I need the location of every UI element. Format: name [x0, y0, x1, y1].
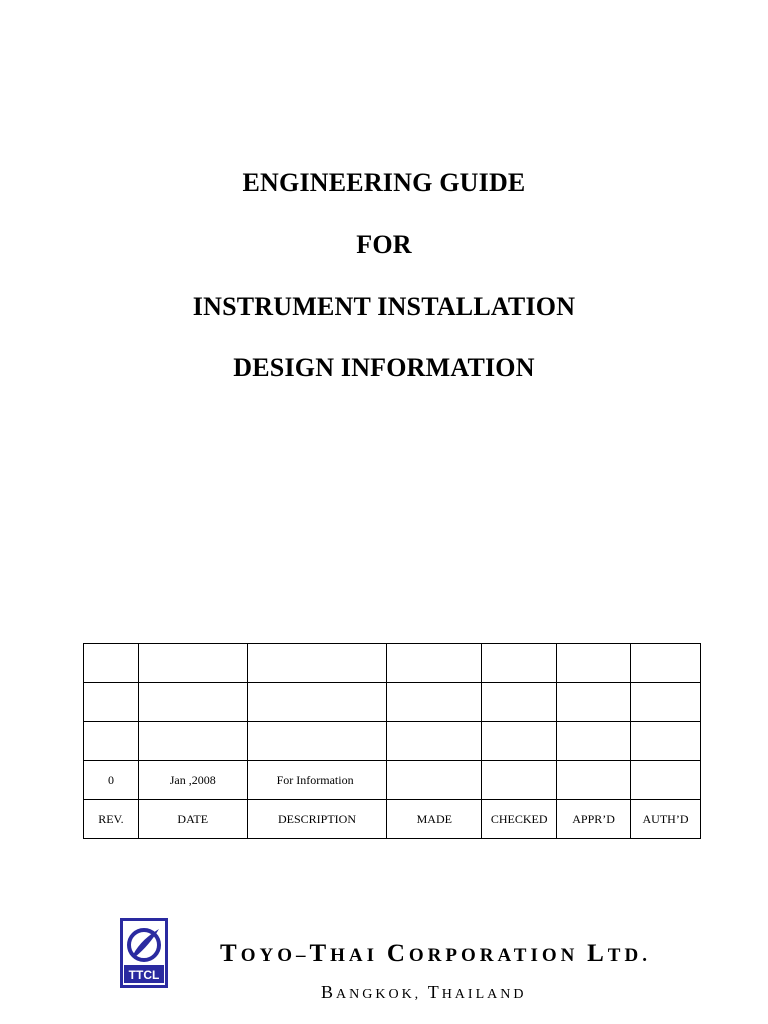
company-location: BANGKOK, THAILAND	[321, 982, 527, 1002]
revision-table	[83, 643, 701, 839]
revision-row-blank	[84, 644, 701, 683]
ttcl-logo	[120, 918, 168, 988]
table-cell	[247, 722, 387, 761]
table-cell	[557, 683, 631, 722]
header-authorized: AUTH’D	[631, 800, 701, 839]
table-cell	[557, 761, 631, 800]
revision-header-row	[84, 800, 701, 839]
table-cell	[138, 683, 247, 722]
table-cell	[482, 761, 557, 800]
table-cell	[138, 644, 247, 683]
page-title-line-4: DESIGN INFORMATION	[233, 353, 535, 382]
page-title-line-3: INSTRUMENT INSTALLATION	[192, 292, 576, 321]
header-date: DATE	[138, 800, 247, 839]
company-name: TOYO–THAI CORPORATION LTD.	[220, 940, 651, 967]
table-cell	[631, 761, 701, 800]
table-cell	[387, 644, 482, 683]
table-cell	[387, 683, 482, 722]
table-cell	[84, 683, 139, 722]
table-cell	[631, 683, 701, 722]
page-title-line-2: FOR	[356, 230, 412, 259]
table-cell	[84, 722, 139, 761]
table-cell	[482, 683, 557, 722]
table-cell	[138, 722, 247, 761]
revision-row-0	[84, 761, 701, 800]
table-cell	[482, 722, 557, 761]
header-rev: REV.	[84, 800, 139, 839]
table-cell	[247, 644, 387, 683]
table-cell	[631, 644, 701, 683]
table-cell	[247, 683, 387, 722]
table-cell	[631, 722, 701, 761]
table-cell	[84, 644, 139, 683]
table-cell	[387, 722, 482, 761]
revision-row-blank	[84, 722, 701, 761]
table-cell	[387, 761, 482, 800]
table-cell	[557, 722, 631, 761]
header-description: DESCRIPTION	[247, 800, 387, 839]
table-cell	[482, 644, 557, 683]
header-approved: APPR’D	[557, 800, 631, 839]
header-made: MADE	[387, 800, 482, 839]
page-title-line-1: ENGINEERING GUIDE	[242, 168, 526, 197]
logo-text: TTCL	[128, 968, 160, 982]
rev-date-cell: Jan ,2008	[138, 761, 247, 800]
ttcl-logo-icon	[123, 921, 165, 985]
rev-number-cell: 0	[84, 761, 139, 800]
revision-row-blank	[84, 683, 701, 722]
table-cell	[557, 644, 631, 683]
rev-description-cell: For Information	[247, 761, 387, 800]
header-checked: CHECKED	[482, 800, 557, 839]
